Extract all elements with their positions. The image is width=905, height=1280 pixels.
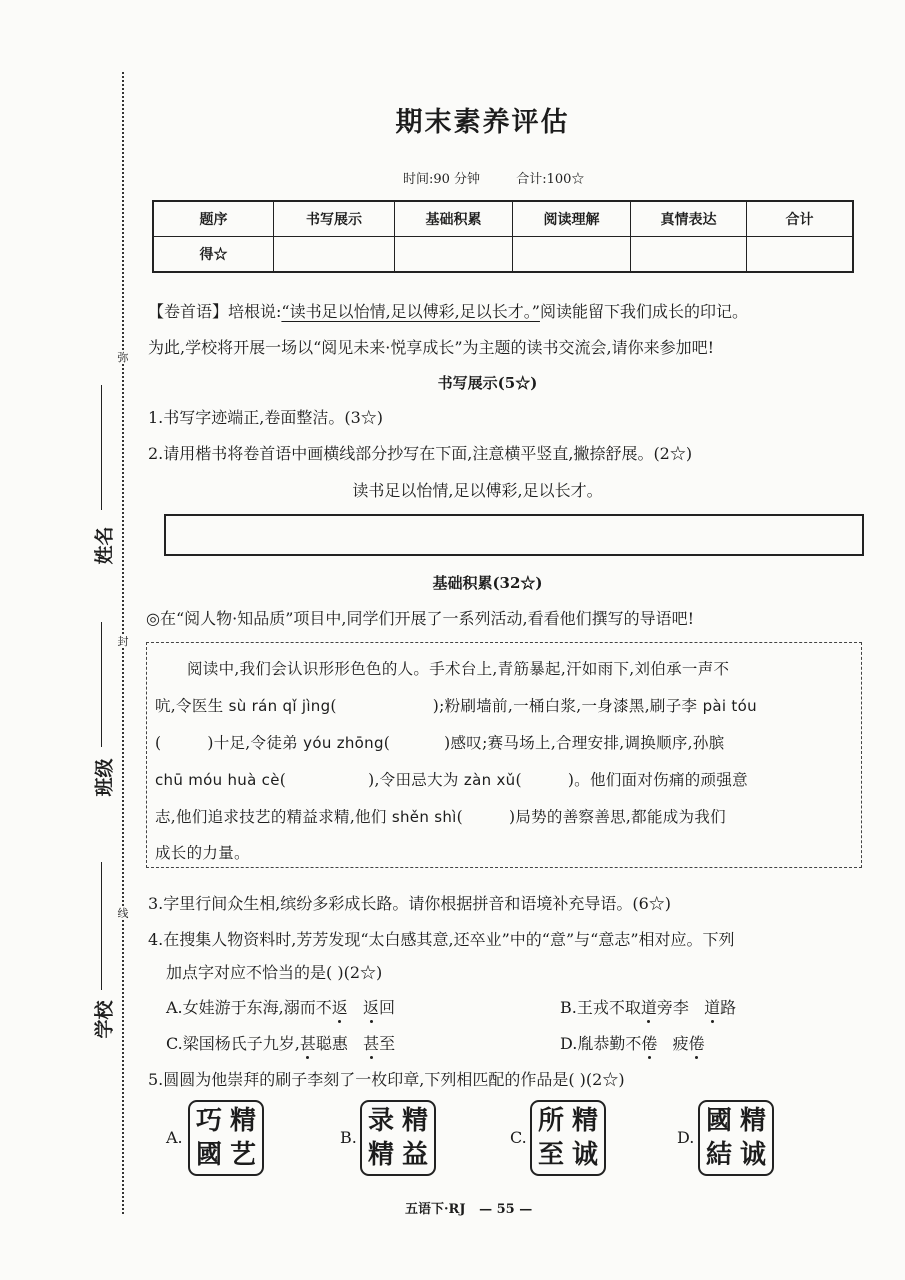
score-header-cell: 题序: [153, 201, 274, 237]
q4-option-d[interactable]: [560, 1031, 705, 1054]
seal-char: 結: [705, 1140, 732, 1170]
option-dotted-char: 甚: [299, 1034, 316, 1053]
option-dotted-char: 道: [640, 998, 657, 1017]
question-3: 3.字里行间众生相,缤纷多彩成长路。请你根据拼音和语境补充导语。(6☆): [148, 894, 672, 913]
option-dotted-char: 倦: [641, 1034, 658, 1053]
question-4-line-1: 4.在搜集人物资料时,芳芳发现“太白感其意,还卒业”中的“意”与“意志”相对应。下列: [148, 930, 735, 949]
seal-char: 所: [537, 1106, 564, 1136]
option-text: B.王戎不取: [560, 998, 641, 1017]
seal-char: 精: [571, 1106, 598, 1136]
passage-text: )十足,令徒弟: [207, 734, 298, 752]
page-footer: [405, 1198, 532, 1217]
seal-char: 精: [367, 1140, 394, 1170]
passage-line-1: 阅读中,我们会认识形形色色的人。手术台上,青筋暴起,汗如雨下,刘伯承一声不: [187, 660, 730, 678]
footer-book: 五语下·RJ: [405, 1202, 466, 1217]
name-label: 姓名: [93, 526, 116, 565]
passage-text: 吭,令医生: [155, 697, 224, 715]
passage-text: 志,他们追求技艺的精益求精,他们: [155, 808, 387, 826]
score-cell[interactable]: [274, 237, 395, 273]
passage-line-6: 成长的力量。: [155, 844, 250, 862]
seal-char: 國: [195, 1140, 222, 1170]
passage-line-4: chū móu huà cè( ),令田忌大为 zàn xǔ( )。他们面对伤痛的顽强意: [155, 771, 748, 789]
seal-char: 诚: [739, 1140, 766, 1170]
passage-text: );粉刷墙前,一桶白浆,一身漆黑,刷子李: [432, 697, 698, 715]
score-cell[interactable]: [513, 237, 631, 273]
section-writing-title: 书写展示(5☆): [437, 374, 538, 392]
seal-char: 益: [401, 1140, 428, 1170]
seal-char: 國: [705, 1106, 732, 1136]
q4-option-b[interactable]: [560, 995, 736, 1018]
seal-option-a-letter[interactable]: A.: [166, 1128, 183, 1147]
seal-char: 录: [367, 1106, 394, 1136]
seal-option-c-letter[interactable]: C.: [510, 1128, 527, 1147]
intro-prefix: 【卷首语】培根说:: [148, 302, 282, 321]
score-cell[interactable]: [747, 237, 854, 273]
seal-char: 诚: [571, 1140, 598, 1170]
score-header-cell: 阅读理解: [513, 201, 631, 237]
option-text: C.梁国杨氏子九岁,: [166, 1034, 300, 1053]
score-header-cell: 合计: [747, 201, 854, 237]
passage-line-5: 志,他们追求技艺的精益求精,他们 shěn shì( )局势的善察善思,都能成为我们: [155, 808, 726, 826]
class-fill-line[interactable]: [101, 622, 102, 747]
seal-option-b-letter[interactable]: B.: [340, 1128, 357, 1147]
seal-char: 精: [739, 1106, 766, 1136]
score-header-cell: 书写展示: [274, 201, 395, 237]
passage-text: )局势的善察善思,都能成为我们: [508, 808, 726, 826]
seal-option-d-letter[interactable]: D.: [677, 1128, 695, 1147]
seal-char: 巧: [195, 1106, 222, 1136]
score-table-score-row: [153, 237, 853, 273]
option-text: 至: [379, 1034, 396, 1053]
binding-mark-seal: 弥: [117, 351, 129, 364]
exam-time: 时间:90 分钟: [403, 172, 481, 187]
score-header-cell: 真情表达: [631, 201, 747, 237]
option-text: 疲: [672, 1034, 689, 1053]
pinyin-2: pài tóu: [702, 697, 757, 715]
passage-line-3: ( )十足,令徒弟 yóu zhōng( )感叹;赛马场上,合理安排,调换顺序,孙膑: [155, 734, 725, 752]
option-text: A.女娃游于东海,溺而不: [166, 998, 332, 1017]
passage-line-2: 吭,令医生 sù rán qǐ jìng( );粉刷墙前,一桶白浆,一身漆黑,刷子李 pài tóu: [155, 697, 757, 715]
section-basics-lead: ◎在“阅人物·知品质”项目中,同学们开展了一系列活动,看看他们撰写的导语吧!: [146, 609, 695, 628]
q4-option-a[interactable]: [166, 995, 395, 1018]
intro-quote: “读书足以怡情,足以傅彩,足以长才。”: [281, 302, 540, 321]
option-dotted-char: 返: [363, 998, 380, 1017]
option-text: 聪惠: [315, 1034, 348, 1053]
score-cell[interactable]: [395, 237, 513, 273]
seal-option-c[interactable]: [530, 1100, 606, 1176]
seal-char: 精: [229, 1106, 256, 1136]
option-dotted-char: 返: [331, 998, 348, 1017]
pinyin-6: shěn shì: [391, 808, 457, 826]
intro-line-2: 为此,学校将开展一场以“阅见未来·悦享成长”为主题的读书交流会,请你来参加吧!: [148, 338, 715, 357]
option-text: D.胤恭勤不: [560, 1034, 642, 1053]
binding-mark-line: 线: [117, 907, 129, 920]
intro-line-1: [148, 294, 864, 330]
q4-option-c[interactable]: [166, 1031, 395, 1054]
score-table: [152, 200, 854, 273]
option-text: 路: [720, 998, 737, 1017]
school-fill-line[interactable]: [101, 862, 102, 990]
pinyin-3: yóu zhōng: [303, 734, 384, 752]
binding-mark-close: 封: [117, 635, 129, 648]
copy-answer-box[interactable]: [164, 514, 864, 556]
question-1: 1.书写字迹端正,卷面整洁。(3☆): [148, 408, 384, 427]
pinyin-4: chū móu huà cè: [155, 771, 280, 789]
footer-page-number: — 55 —: [479, 1202, 533, 1217]
seal-char: 至: [537, 1140, 564, 1170]
score-table-header-row: [153, 201, 853, 237]
pinyin-1: sù rán qǐ jìng: [228, 697, 331, 715]
intro-suffix: 阅读能留下我们成长的印记。: [539, 302, 748, 321]
option-text: 回: [379, 998, 396, 1017]
passage-text: )。他们面对伤痛的顽强意: [567, 771, 748, 789]
score-row-label: 得☆: [153, 237, 274, 273]
score-cell[interactable]: [631, 237, 747, 273]
copy-model-text: 读书足以怡情,足以傅彩,足以长才。: [352, 481, 603, 500]
option-text: 旁李: [656, 998, 689, 1017]
score-header-cell: 基础积累: [395, 201, 513, 237]
school-label: 学校: [93, 1000, 116, 1039]
section-basics-title: 基础积累(32☆): [432, 574, 543, 592]
class-label: 班级: [93, 758, 116, 797]
passage-text: )感叹;赛马场上,合理安排,调换顺序,孙膑: [444, 734, 725, 752]
seal-option-a[interactable]: [188, 1100, 264, 1176]
pinyin-5: zàn xǔ: [463, 771, 516, 789]
seal-char: 精: [401, 1106, 428, 1136]
exam-total: 合计:100☆: [516, 172, 585, 187]
option-dotted-char: 道: [704, 998, 721, 1017]
page-title: 期末素养评估: [395, 107, 570, 138]
option-dotted-char: 倦: [688, 1034, 705, 1053]
seal-option-b[interactable]: [360, 1100, 436, 1176]
question-2: 2.请用楷书将卷首语中画横线部分抄写在下面,注意横平竖直,撇捺舒展。(2☆): [148, 444, 693, 463]
question-4-line-2: 加点字对应不恰当的是( )(2☆): [166, 963, 383, 982]
option-dotted-char: 甚: [363, 1034, 380, 1053]
seal-option-d[interactable]: [698, 1100, 774, 1176]
passage-text: ),令田忌大为: [368, 771, 459, 789]
exam-meta: [403, 168, 616, 187]
question-5: 5.圆圆为他崇拜的刷子李刻了一枚印章,下列相匹配的作品是( )(2☆): [148, 1070, 625, 1089]
seal-char: 艺: [229, 1140, 256, 1170]
